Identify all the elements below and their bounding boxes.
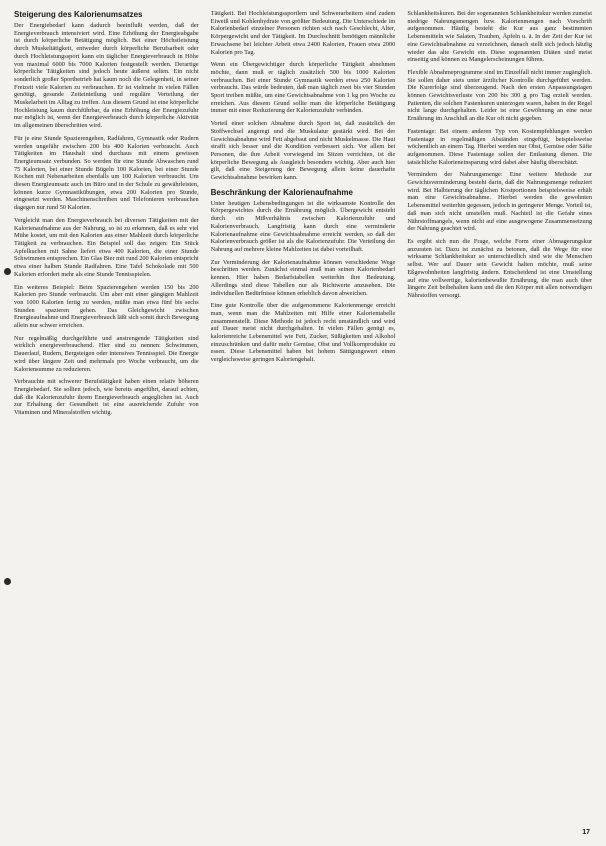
paragraph: Ein weiteres Beispiel: Beim Spazierengehen werden 150 bis 200 Kalorien pro Stunde verbraucht. Um aber mit einer gängigen Mahlzeit von 1000 Kalorien fertig zu werden, müßte man etwa fünf bis sechs Stunden spazieren gehen. Das Gleichgewicht zwischen Energieaufnahme und Energieverbrauch läßt sich somit durch Bewegung allein nur schwer erreichen.: [14, 283, 199, 330]
column-middle: [211, 10, 396, 836]
paragraph: Fastentage: Bei einem anderen Typ von Kostempfehlungen werden Fastentage in regelmäßigen Abständen eingefügt, beispielsweise wöchentlich an einem Tag. Hierbei werden nur Obst, Gemüse oder Säfte aufgenommen. Diese Fastentage sollen der Entlastung dienen. Die tatsächliche Kalorieneinsparung wird dabei aber häufig überschätzt.: [407, 127, 592, 166]
paragraph: Tätigkeit. Bei Hochleistungssportlern und Schwerarbeitern sind zudem Eiweiß und Kohlenhydrate von größter Bedeutung. Die Unterschiede im Kalorienbedarf einzelner Personen richten sich nach Geschlecht, Alter, Körpergewicht und der Tätigkeit. Im Durchschnitt benötigen männliche Erwachsene bei leichter Arbeit etwa 2400 Kalorien, Frauen etwa 2000 Kalorien pro Tag.: [210, 10, 396, 56]
paragraph: Zur Verminderung der Kalorienaufnahme können verschiedene Wege beschritten werden. Zunächst einmal muß man seinen Kalorienbedarf kennen. Hier haben Bedarfstabellen weiterhin ihre Bedeutung. Allerdings sind diese Tabellen nur als Richtwerte anzusehen. Die individuellen Bedürfnisse können erheblich davon abweichen.: [210, 258, 396, 297]
section-heading: Steigerung des Kalorienumsatzes: [14, 10, 143, 19]
column-left: [14, 10, 199, 836]
paragraph: Verbrauchte mit schwerer Berufstätigkeit haben einen relativ höheren Energiebedarf. Sie sollten jedoch, wie bereits angeführt, darauf achten, daß die Kalorienzufuhr ihrem Energieverbrauch angeglichen ist. Auch zur Erhaltung der Gesundheit ist eine ausreichende Zufuhr von Vitaminen und Mineralstoffen wichtig.: [14, 378, 199, 417]
page-number: 17: [582, 829, 590, 836]
paragraph: Unter heutigen Lebensbedingungen ist die wirksamste Kontrolle des Körpergewichtes durch die Ernährung möglich. Übergewicht entsteht durch ein Mißverhältnis zwischen Kalorienzufuhr und Kalorienverbrauch. Langfristig kann durch eine verminderte Kalorienaufnahme eine Gewichtsabnahme erreicht werden, so daß der Kalorienverbrauch größer ist als die Kalorienzufuhr. Die Verteilung der Nahrung auf mehrere kleine Mahlzeiten ist dabei vorteilhaft.: [210, 199, 396, 253]
paragraph: Es ergibt sich nun die Frage, welche Form einer Abmagerungskur anzuraten ist. Dazu ist zunächst zu betonen, daß die Wege für eine wirksame Schlankheitskur so unterschiedlich sind wie die Menschen selbst. Wer auf Dauer sein Gewicht halten möchte, muß seine Eßgewohnheiten langfristig ändern. Entscheidend ist eine Umstellung auf eine vollwertige, kalorienbewußte Ernährung, die man auch über längere Zeit beibehalten kann und die den Körper mit allen notwendigen Nährstoffen versorgt.: [407, 237, 592, 299]
section-heading: Beschränkung der Kalorienaufnahme: [210, 187, 353, 197]
punch-hole: [4, 268, 11, 275]
punch-hole: [4, 578, 11, 585]
text-columns: [14, 10, 592, 836]
column-right: [407, 10, 592, 836]
paragraph: Vermindern der Nahrungsmenge: Eine weitere Methode zur Gewichtsverminderung besteht darin, daß die Nahrungsmenge reduziert wird. Bei Halbierung der täglichen Kostportionen beispielsweise erhält man eine Gewichtsabnahme. Hierbei werden die gewohnten Lebensmittel weiterhin gegessen, jedoch in geringerer Menge. Vorteil ist, daß man sich nicht umstellen muß. Nachteil ist die Gefahr eines Nährstoffmangels, wenn nicht auf eine ausgewogene Zusammensetzung der Nahrung geachtet wird.: [407, 171, 592, 233]
paragraph: Für je eine Stunde Spazierengehen, Radfahren, Gymnastik oder Rudern werden ungefähr zwischen 200 bis 400 Kalorien verbraucht. Auch Tätigkeiten im Haushalt sind durchaus mit einem gewissen Energieumsatz verbunden. So werden für eine Stunde Abwaschen rund 75 Kalorien, bei einer Stunde Bügeln 100 Kalorien, bei einer Stunde Kochen mit Nebenarbeiten ebenfalls um 100 Kalorien verbraucht. Um diesen Energieumsatz auch im Büro und in der Schule zu gewährleisten, können kurze Gymnastikübungen, etwa 200 Kalorien pro Stunde, eingesetzt werden. Maschinenschreiben und Telefonieren verbrauchen dagegen nur rund 50 Kalorien.: [14, 134, 199, 212]
paragraph: Eine gute Kontrolle über die aufgenommene Kalorienmenge erreicht man, wenn man die Mahlzeiten mit Hilfe einer Kalorientabelle zusammenstellt. Diese Methode ist jedoch recht umständlich und wird auf Dauer meist nicht durchgehalten. In vielen Fällen genügt es, kalorienreiche Lebensmittel wie Fett, Zucker, Süßigkeiten und Alkohol einzuschränken und dafür mehr Gemüse, Obst und Vollkornprodukte zu essen. Diese Lebensmittel haben bei hohem Sättigungswert einen vergleichsweise geringen Kaloriengehalt.: [210, 302, 396, 364]
paragraph: Vergleicht man den Energieverbrauch bei diversen Tätigkeiten mit der Kalorienaufnahme aus der Nahrung, so ist zu erkennen, daß es sehr viel Mühe kostet, um mit den Kalorien aus einer Mahlzeit durch körperliche Tätigkeit zu verbrauchen. Ein Beispiel soll das zeigen: Ein Stück Apfelkuchen mit Sahne liefert etwa 400 Kalorien, die einer Stunde Schwimmen entsprechen. Ein Glas Bier mit rund 200 Kalorien entspricht etwa einer halben Stunde Radfahren. Eine Tafel Schokolade mit 500 Kalorien erfordert mehr als eine Stunde Tennisspielen.: [14, 216, 199, 278]
paragraph: Schlankheitskuren. Bei der sogenannten Schlankheitskur werden zumeist niedrige Nahrungsmengen bzw. Kalorienmengen nach Vorschrift aufgenommen. Häufig besteht die Kur aus ganz bestimmten Lebensmitteln wie Salaten, Trauben, Äpfeln u. ä. In der Zeit der Kur ist eine Gewichtsabnahme zu verzeichnen, danach stellt sich jedoch häufig wieder das alte Gewicht ein. Diese sogenannten Diäten sind meist einseitig und können zu Mangelerscheinungen führen.: [407, 10, 592, 64]
paragraph: Vorteil einer solchen Abnahme durch Sport ist, daß zusätzlich der Stoffwechsel angeregt und die Muskulatur gestärkt wird. Bei der Gewichtsabnahme wird Fett abgebaut und nicht Muskelmasse. Die Haut strafft sich besser und die Kondition verbessert sich. Vor allem bei Personen, die ihre Arbeit vorwiegend im Sitzen verrichten, ist die körperliche Bewegung als Ausgleich besonders wichtig. Aber auch hier gilt, daß eine Steigerung der Bewegung allein keine dauerhafte Gewichtsabnahme bewirken kann.: [210, 120, 396, 182]
paragraph: Flexible Abnahmeprogramme sind im Einzelfall nicht immer zugänglich. Sie sollen daher stets unter ärztlicher Kontrolle durchgeführt werden. Die Kurerfolge sind überzeugend. Nach den ersten Anpassungstagen können Gewichtsverluste von 200 bis 300 g pro Tag erzielt werden. Patienten, die solchen Fastenkuren unterzogen waren, haben in der Regel nicht lange durchgehalten. Leider ist eine Gewöhnung an eine neue Ernährung im Anschluß an die Kur oft nicht gegeben.: [407, 68, 592, 123]
paragraph: Wenn ein Übergewichtiger durch körperliche Tätigkeit abnehmen möchte, dann muß er täglich zusätzlich 500 bis 1000 Kalorien verbrauchen. Bei einer Stunde Gymnastik werden etwa 250 Kalorien verbraucht. Das würde bedeuten, daß man täglich zwei bis vier Stunden Sport treiben müßte, um eine Gewichtsabnahme von 1 kg pro Woche zu erreichen. Aus diesem Grund sollte man die körperliche Betätigung immer mit einer Reduzierung der Kalorienzufuhr verbinden.: [210, 61, 396, 115]
paragraph: Der Energiebedarf kann dadurch beeinflußt werden, daß der Energieverbrauch intensiviert wird. Eine Erhöhung der Energieabgabe ist durch körperliche Betätigung möglich. Bei einer Höchstleistung durch Muskeltätigkeit, entweder durch körperliche Berufsarbeit oder durch Hochleistungssport kann ein täglicher Energieverbrauch in Höhe von maximal 6000 bis 7000 Kalorien festgestellt werden. Derartige körperliche Tätigkeiten sind jedoch heute äußerst selten. Ein nicht sonderlich großer Sportbetrieb hat kaum noch die Gelegenheit, in seiner Freizeit viele Kalorien zu verbrauchen. Er ist vielmehr in vielen Fällen genötigt, gesunde Zeiteinteilung und reguläre Verteilung der Muskelarbeit im Alltag zu treffen. Aus diesem Grund ist eine körperliche Hochleistung kaum durchführbar, da eine Erhöhung der Energiezufuhr nur möglich ist, wenn der Energieverbrauch durch körperliche Aktivität im allgemeinen überschritten wird.: [14, 22, 199, 130]
paragraph: Nur regelmäßig durchgeführte und anstrengende Tätigkeiten sind wirklich energieverbrauchend. Hier sind zu nennen: Schwimmen, Dauerlauf, Rudern, Bergsteigen oder intensives Tennisspiel. Die Energie wird über längere Zeit und mehrmals pro Woche verbraucht, um die Kaloriensumme zu reduzieren.: [14, 334, 199, 373]
